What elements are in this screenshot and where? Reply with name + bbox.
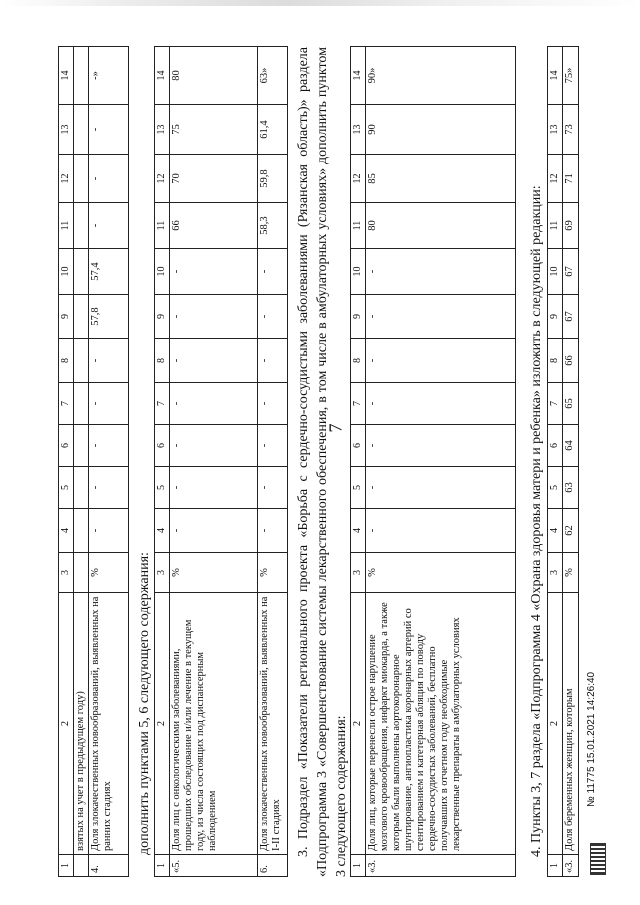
- value-cell: -: [257, 295, 287, 339]
- header-cell: 3: [548, 553, 563, 593]
- value-cell: [73, 295, 88, 339]
- header-cell: 2: [59, 593, 74, 855]
- header-cell: 5: [351, 467, 366, 509]
- indicator-name: взятых на учет в предыдущем году): [73, 593, 88, 855]
- value-cell: [73, 105, 88, 155]
- value-cell: -: [169, 295, 257, 339]
- value-cell: 66: [169, 203, 257, 249]
- table-row: [169, 47, 257, 877]
- value-cell: -: [169, 509, 257, 553]
- value-cell: -: [365, 383, 515, 425]
- value-cell: -: [169, 383, 257, 425]
- header-cell: 13: [155, 105, 170, 155]
- header-cell: 14: [548, 47, 563, 105]
- value-cell: 70: [169, 155, 257, 203]
- value-cell: -: [257, 425, 287, 467]
- row-number: «3.: [365, 855, 515, 877]
- value-cell: [73, 249, 88, 295]
- row-number: 4.: [88, 855, 128, 877]
- value-cell: [73, 425, 88, 467]
- value-cell: 57,8: [88, 295, 128, 339]
- table-2: [154, 46, 288, 877]
- header-cell: 2: [548, 593, 563, 855]
- value-cell: [73, 467, 88, 509]
- header-cell: 9: [155, 295, 170, 339]
- value-cell: 85: [365, 155, 515, 203]
- header-cell: 8: [548, 339, 563, 383]
- header-cell: 1: [155, 855, 170, 877]
- header-cell: 10: [155, 249, 170, 295]
- header-cell: 6: [155, 425, 170, 467]
- header-cell: 4: [351, 509, 366, 553]
- value-cell: 64: [562, 425, 578, 467]
- header-cell: 7: [155, 383, 170, 425]
- value-cell: [73, 339, 88, 383]
- value-cell: 61,4: [257, 105, 287, 155]
- table-row: [562, 47, 578, 877]
- header-cell: 14: [351, 47, 366, 105]
- value-cell: -: [365, 295, 515, 339]
- header-cell: 12: [351, 155, 366, 203]
- header-cell: 7: [59, 383, 74, 425]
- header-cell: 3: [155, 553, 170, 593]
- value-cell: [73, 47, 88, 105]
- table-row: [73, 47, 88, 877]
- value-cell: 59,8: [257, 155, 287, 203]
- value-cell: -: [257, 383, 287, 425]
- value-cell: 67: [562, 295, 578, 339]
- header-cell: 11: [59, 203, 74, 249]
- value-cell: -: [88, 339, 128, 383]
- value-cell: 90: [365, 105, 515, 155]
- caption-2: дополнить пунктами 5, 6 следующего содержания:: [137, 552, 152, 855]
- value-cell: 58,3: [257, 203, 287, 249]
- table-row: [257, 47, 287, 877]
- header-cell: 13: [548, 105, 563, 155]
- header-cell: 9: [548, 295, 563, 339]
- header-cell: 6: [548, 425, 563, 467]
- header-cell: 8: [59, 339, 74, 383]
- header-cell: 2: [155, 593, 170, 855]
- value-cell: 73: [562, 105, 578, 155]
- value-cell: -: [88, 203, 128, 249]
- value-cell: 66: [562, 339, 578, 383]
- value-cell: 63: [562, 467, 578, 509]
- indicator-name: Доля беременных женщин, которым: [562, 593, 578, 855]
- value-cell: -: [257, 467, 287, 509]
- value-cell: -: [365, 425, 515, 467]
- table-header-row: [548, 47, 563, 877]
- header-cell: 1: [59, 855, 74, 877]
- indicator-name: Доля злокачественных новообразований, выявленных на I-II стадиях: [257, 593, 287, 855]
- value-cell: %: [365, 553, 515, 593]
- header-cell: 9: [351, 295, 366, 339]
- value-cell: %: [88, 553, 128, 593]
- header-cell: 13: [59, 105, 74, 155]
- value-cell: %: [257, 553, 287, 593]
- value-cell: -: [169, 425, 257, 467]
- value-cell: 71: [562, 155, 578, 203]
- row-number: [73, 855, 88, 877]
- table-header-row: [155, 47, 170, 877]
- header-cell: 7: [351, 383, 366, 425]
- header-cell: 6: [59, 425, 74, 467]
- header-cell: 3: [59, 553, 74, 593]
- header-cell: 6: [351, 425, 366, 467]
- header-cell: 1: [351, 855, 366, 877]
- value-cell: -: [169, 467, 257, 509]
- value-cell: -: [257, 339, 287, 383]
- header-cell: 12: [59, 155, 74, 203]
- value-cell: 80: [169, 47, 257, 105]
- value-cell: -: [88, 425, 128, 467]
- header-cell: 7: [548, 383, 563, 425]
- value-cell: 62: [562, 509, 578, 553]
- value-cell: -: [88, 467, 128, 509]
- header-cell: 14: [59, 47, 74, 105]
- header-cell: 10: [59, 249, 74, 295]
- header-cell: 2: [351, 593, 366, 855]
- value-cell: [73, 509, 88, 553]
- header-cell: 8: [155, 339, 170, 383]
- table-row: [365, 47, 515, 877]
- barcode-icon: [590, 843, 606, 875]
- value-cell: %: [562, 553, 578, 593]
- header-cell: 11: [351, 203, 366, 249]
- row-number: «3.: [562, 855, 578, 877]
- table-row: [88, 47, 128, 877]
- value-cell: 69: [562, 203, 578, 249]
- indicator-name: Доля лиц, которые перенесли острое нарушение мозгового кровообращения, инфаркт миокарда, а также которым были выполнены аортокоронарное шунтирование, ангиопластика коронарных артерий со стентированием и катетерная абляция по поводу сердечно-сосудистых заболеваний, бесплатно получавших в отчетном году необходимые лекарственные препараты в амбулаторных условиях: [365, 593, 515, 855]
- table-header-row: [59, 47, 74, 877]
- value-cell: 80: [365, 203, 515, 249]
- value-cell: 67: [562, 249, 578, 295]
- value-cell: -: [365, 509, 515, 553]
- table-header-row: [351, 47, 366, 877]
- header-cell: 14: [155, 47, 170, 105]
- value-cell: -: [365, 249, 515, 295]
- value-cell: -: [169, 339, 257, 383]
- row-number: 6.: [257, 855, 287, 877]
- header-cell: 5: [548, 467, 563, 509]
- header-cell: 13: [351, 105, 366, 155]
- value-cell: -: [88, 105, 128, 155]
- indicator-name: Доля лиц с онкологическими заболеваниями, прошедших обследование и/или лечение в текущем году, из числа состоящих под диспансерным наблюдением: [169, 593, 257, 855]
- table-1: [58, 46, 129, 877]
- table-3: [350, 46, 516, 877]
- header-cell: 3: [351, 553, 366, 593]
- value-cell: 75»: [562, 47, 578, 105]
- rotated-content: [58, 47, 598, 877]
- value-cell: [73, 155, 88, 203]
- value-cell: [73, 203, 88, 249]
- header-cell: 12: [155, 155, 170, 203]
- header-cell: 4: [548, 509, 563, 553]
- value-cell: -: [365, 339, 515, 383]
- document-stamp: № 11775 15.01.2021 14:26:40: [586, 671, 597, 807]
- value-cell: 90»: [365, 47, 515, 105]
- scan-edge: [0, 0, 640, 6]
- header-cell: 12: [548, 155, 563, 203]
- value-cell: -: [257, 249, 287, 295]
- value-cell: -: [257, 509, 287, 553]
- value-cell: [73, 383, 88, 425]
- header-cell: 1: [548, 855, 563, 877]
- value-cell: 75: [169, 105, 257, 155]
- header-cell: 11: [155, 203, 170, 249]
- header-cell: 11: [548, 203, 563, 249]
- value-cell: 63»: [257, 47, 287, 105]
- value-cell: -»: [88, 47, 128, 105]
- paragraph-4: 4. Пункты 3, 7 раздела «Подпрограмма 4 «Охрана здоровья матери и ребенка» изложить в следующей редакции:: [529, 185, 544, 857]
- value-cell: -: [365, 467, 515, 509]
- value-cell: -: [169, 249, 257, 295]
- value-cell: -: [88, 155, 128, 203]
- table-4: [547, 46, 579, 877]
- header-cell: 5: [155, 467, 170, 509]
- value-cell: 57,4: [88, 249, 128, 295]
- header-cell: 10: [351, 249, 366, 295]
- indicator-name: Доля злокачественных новообразований, выявленных на ранних стадиях: [88, 593, 128, 855]
- row-number: «5.: [169, 855, 257, 877]
- header-cell: 4: [155, 509, 170, 553]
- value-cell: %: [169, 553, 257, 593]
- header-cell: 4: [59, 509, 74, 553]
- value-cell: -: [88, 509, 128, 553]
- header-cell: 9: [59, 295, 74, 339]
- paragraph-3: 3. Подраздел «Показатели регионального проекта «Борьба с сердечно-сосудистыми заболеваниями (Рязанская область)» раздела «Подпрограмма 3 «Совершенствование системы лекарственного обеспечения, в том числе в амбулаторных условиях» дополнить пунктом 3 следующего содержания:: [296, 47, 349, 877]
- value-cell: -: [88, 383, 128, 425]
- value-cell: 65: [562, 383, 578, 425]
- header-cell: 5: [59, 467, 74, 509]
- header-cell: 8: [351, 339, 366, 383]
- page-number: 7: [325, 423, 346, 433]
- header-cell: 10: [548, 249, 563, 295]
- value-cell: [73, 553, 88, 593]
